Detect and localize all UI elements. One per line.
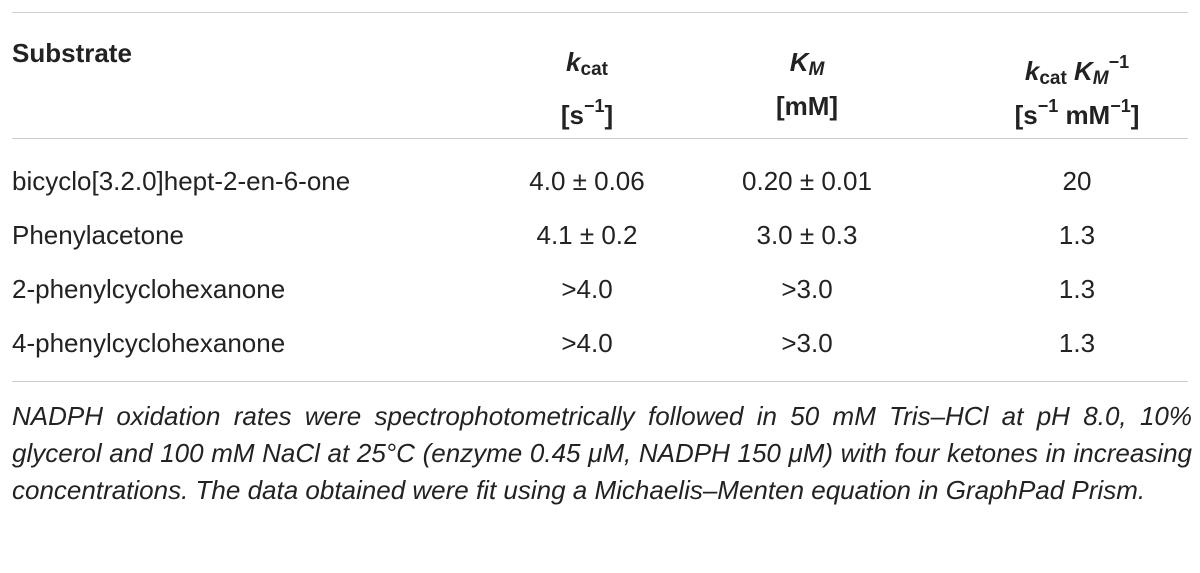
cell-kcat: >4.0 [561,328,613,358]
cell-substrate: 4-phenylcyclohexanone [12,328,286,358]
table-row [12,208,1188,262]
cell-km: >3.0 [781,274,833,304]
cell-kcat: >4.0 [561,274,613,304]
header-km-symbol: $K_M$ [789,47,825,80]
header-kcat [487,40,687,128]
table-caption: NADPH oxidation rates were spectrophotometrically followed in 50 mM Tris–HCl at pH 8.0, 10% glycerol and 100 mM NaCl at 25°C (enzyme 0.45 μM, NADPH 150 μM) with four ketones in increasing concentrations. The data obtained were fit using a Michaelis–Menten equation in GraphPad Prism. [12,401,1192,505]
cell-ratio: 1.3 [1058,274,1096,304]
cell-kcat: 4.0 ± 0.06 [529,166,645,196]
cell-ratio: 20 [1062,166,1092,196]
cell-km: 0.20 ± 0.01 [742,166,872,196]
cell-substrate: Phenylacetone [12,220,185,250]
cell-ratio: 1.3 [1058,220,1096,250]
cell-ratio: 1.3 [1058,328,1096,358]
header-kcat-unit: $[s^{-1}]$ [560,96,614,130]
header-km-unit: [mM] [775,91,839,121]
table-row [12,154,1188,208]
table-row [12,262,1188,316]
cell-km: >3.0 [781,328,833,358]
cell-substrate: 2-phenylcyclohexanone [12,274,286,304]
table-header-rule [12,138,1188,139]
cell-substrate: bicyclo[3.2.0]hept-2-en-6-one [12,166,351,196]
header-kcat-symbol: $k_{cat}$ [566,47,608,80]
table-top-rule [12,12,1188,13]
header-kcat-km-ratio [957,40,1197,128]
table-row [12,316,1188,370]
header-ratio-unit: [$s^{-1}$ $mM^{-1}$] [1014,96,1140,130]
cell-kcat: 4.1 ± 0.2 [536,220,638,250]
header-substrate: Substrate [12,38,132,68]
table-bottom-rule [12,381,1188,382]
cell-km: 3.0 ± 0.3 [756,220,858,250]
header-ratio-symbol: $k_{cat}$ $K_M^{-1}$ [1024,52,1130,89]
header-km [707,40,907,128]
